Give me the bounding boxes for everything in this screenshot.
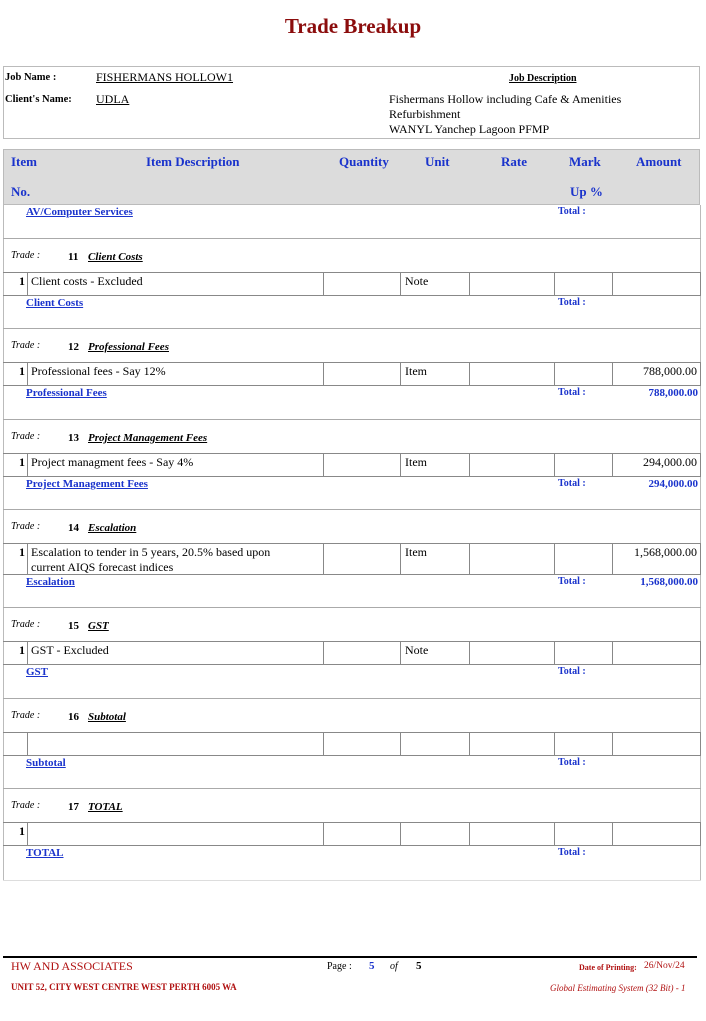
job-description-line: WANYL Yanchep Lagoon PFMP bbox=[389, 122, 550, 136]
page-of: of bbox=[390, 961, 398, 972]
item-amount bbox=[612, 733, 701, 755]
item-quantity bbox=[323, 363, 400, 385]
col-quantity: Quantity bbox=[339, 154, 389, 169]
item-markup bbox=[554, 273, 612, 295]
item-number: 1 bbox=[19, 643, 25, 657]
client-name-label: Client's Name: bbox=[5, 94, 72, 105]
item-description bbox=[27, 273, 323, 295]
item-unit: Item bbox=[400, 454, 469, 476]
page-count: 5 bbox=[416, 960, 422, 972]
item-markup bbox=[554, 823, 612, 845]
trade-name: Subtotal bbox=[88, 711, 126, 723]
item-description bbox=[27, 454, 323, 476]
item-amount bbox=[612, 823, 701, 845]
item-markup bbox=[554, 733, 612, 755]
trade-total-amount: 1,568,000.00 bbox=[640, 576, 698, 588]
item-number bbox=[3, 733, 27, 755]
divider bbox=[3, 509, 701, 510]
total-label: Total : bbox=[558, 297, 586, 308]
trade-total-link[interactable]: Escalation bbox=[26, 576, 75, 588]
item-amount bbox=[612, 273, 701, 295]
item-rate bbox=[469, 642, 554, 664]
item-rate bbox=[469, 823, 554, 845]
item-rate bbox=[469, 273, 554, 295]
trade-number: 11 bbox=[68, 251, 79, 263]
item-number: 1 bbox=[19, 364, 25, 378]
total-label: Total : bbox=[558, 847, 586, 858]
item-number: 1 bbox=[19, 545, 25, 559]
trade-name: GST bbox=[88, 620, 109, 632]
trade-total-link[interactable]: AV/Computer Services bbox=[26, 206, 133, 218]
company-address: UNIT 52, CITY WEST CENTRE WEST PERTH 6005 WA bbox=[11, 982, 237, 992]
item-quantity bbox=[323, 544, 400, 574]
item-description-line: Project managment fees - Say 4% bbox=[31, 455, 194, 469]
job-description-line: Fishermans Hollow including Cafe & Amenities bbox=[389, 92, 622, 106]
divider bbox=[3, 238, 701, 239]
item-description bbox=[27, 733, 323, 755]
job-description-label: Job Description bbox=[509, 73, 577, 84]
col-mark: Mark bbox=[569, 154, 601, 169]
company-name: HW AND ASSOCIATES bbox=[11, 959, 133, 973]
job-info-box bbox=[3, 66, 700, 139]
trade-label: Trade : bbox=[11, 521, 41, 532]
line-item-row bbox=[3, 641, 701, 665]
total-label: Total : bbox=[558, 478, 586, 489]
print-date: 26/Nov/24 bbox=[644, 961, 685, 971]
trade-total-amount: 788,000.00 bbox=[648, 387, 698, 399]
trade-total-link[interactable]: GST bbox=[26, 666, 49, 678]
item-description bbox=[27, 363, 323, 385]
trade-total-link[interactable]: Professional Fees bbox=[26, 387, 107, 399]
line-item-row bbox=[3, 362, 701, 386]
item-number: 1 bbox=[19, 824, 25, 838]
col-description: Item Description bbox=[146, 154, 240, 169]
divider bbox=[3, 607, 701, 608]
item-rate bbox=[469, 544, 554, 574]
trade-total-link[interactable]: Client Costs bbox=[26, 297, 84, 309]
total-label: Total : bbox=[558, 666, 586, 677]
item-amount bbox=[612, 642, 701, 664]
item-number: 1 bbox=[19, 274, 25, 288]
total-label: Total : bbox=[558, 576, 586, 587]
page-number: 5 bbox=[369, 960, 375, 972]
col-up: Up % bbox=[570, 184, 603, 199]
item-rate bbox=[469, 733, 554, 755]
line-item-row bbox=[3, 453, 701, 477]
trade-number: 14 bbox=[68, 522, 79, 534]
job-name-label: Job Name : bbox=[5, 72, 57, 83]
item-quantity bbox=[323, 823, 400, 845]
item-markup bbox=[554, 454, 612, 476]
line-item-row bbox=[3, 822, 701, 846]
item-description-line: current AIQS forecast indices bbox=[31, 560, 174, 574]
item-rate bbox=[469, 363, 554, 385]
page-title: Trade Breakup bbox=[284, 14, 422, 38]
item-unit bbox=[400, 733, 469, 755]
trade-number: 13 bbox=[68, 432, 79, 444]
divider bbox=[3, 698, 701, 699]
item-markup bbox=[554, 544, 612, 574]
trade-label: Trade : bbox=[11, 800, 41, 811]
job-description-line: Refurbishment bbox=[389, 107, 461, 121]
item-unit: Item bbox=[400, 544, 469, 574]
item-number: 1 bbox=[19, 455, 25, 469]
trade-total-link[interactable]: TOTAL bbox=[26, 847, 64, 859]
trade-label: Trade : bbox=[11, 710, 41, 721]
col-amount: Amount bbox=[636, 154, 682, 169]
job-name-value: FISHERMANS HOLLOW1 bbox=[96, 70, 234, 84]
item-quantity bbox=[323, 454, 400, 476]
divider bbox=[3, 788, 701, 789]
item-unit: Note bbox=[400, 642, 469, 664]
line-item-row bbox=[3, 272, 701, 296]
trade-name: Professional Fees bbox=[88, 341, 169, 353]
item-amount: 1,568,000.00 bbox=[612, 544, 701, 574]
item-amount: 294,000.00 bbox=[612, 454, 701, 476]
date-label: Date of Printing: bbox=[579, 963, 637, 972]
total-label: Total : bbox=[558, 206, 586, 217]
total-label: Total : bbox=[558, 757, 586, 768]
item-unit: Note bbox=[400, 273, 469, 295]
total-label: Total : bbox=[558, 387, 586, 398]
item-markup bbox=[554, 363, 612, 385]
trade-label: Trade : bbox=[11, 340, 41, 351]
item-markup bbox=[554, 642, 612, 664]
item-description bbox=[27, 823, 323, 845]
footer-rule bbox=[3, 956, 697, 958]
line-item-row bbox=[3, 732, 701, 756]
divider bbox=[3, 419, 701, 420]
trade-label: Trade : bbox=[11, 250, 41, 261]
item-quantity bbox=[323, 642, 400, 664]
trade-label: Trade : bbox=[11, 619, 41, 630]
col-no: No. bbox=[11, 184, 31, 199]
divider bbox=[3, 880, 701, 881]
item-description-line: Professional fees - Say 12% bbox=[31, 364, 166, 378]
trade-number: 17 bbox=[68, 801, 79, 813]
trade-name: Project Management Fees bbox=[88, 432, 208, 444]
page-label: Page : bbox=[327, 961, 352, 972]
item-description-line: Escalation to tender in 5 years, 20.5% based upon bbox=[31, 545, 271, 559]
trade-number: 15 bbox=[68, 620, 79, 632]
col-rate: Rate bbox=[501, 154, 527, 169]
system-name: Global Estimating System (32 Bit) - 1 bbox=[550, 983, 686, 993]
trade-number: 12 bbox=[68, 341, 79, 353]
trade-total-link[interactable]: Project Management Fees bbox=[26, 478, 148, 490]
trade-total-amount: 294,000.00 bbox=[648, 478, 698, 490]
item-quantity bbox=[323, 273, 400, 295]
item-description-line: GST - Excluded bbox=[31, 643, 109, 657]
trade-name: Escalation bbox=[88, 522, 137, 534]
item-quantity bbox=[323, 733, 400, 755]
item-unit: Item bbox=[400, 363, 469, 385]
item-amount: 788,000.00 bbox=[612, 363, 701, 385]
divider bbox=[3, 328, 701, 329]
item-description-line: Client costs - Excluded bbox=[31, 274, 143, 288]
trade-label: Trade : bbox=[11, 431, 41, 442]
item-description bbox=[27, 642, 323, 664]
item-rate bbox=[469, 454, 554, 476]
item-description bbox=[27, 544, 323, 574]
trade-number: 16 bbox=[68, 711, 79, 723]
col-item: Item bbox=[11, 154, 37, 169]
trade-name: Client Costs bbox=[88, 251, 143, 263]
item-unit bbox=[400, 823, 469, 845]
line-item-row bbox=[3, 543, 701, 575]
trade-total-link[interactable]: Subtotal bbox=[26, 757, 66, 769]
client-name-value: UDLA bbox=[96, 92, 130, 106]
col-unit: Unit bbox=[425, 154, 450, 169]
column-header bbox=[3, 149, 700, 205]
trade-name: TOTAL bbox=[88, 801, 123, 813]
